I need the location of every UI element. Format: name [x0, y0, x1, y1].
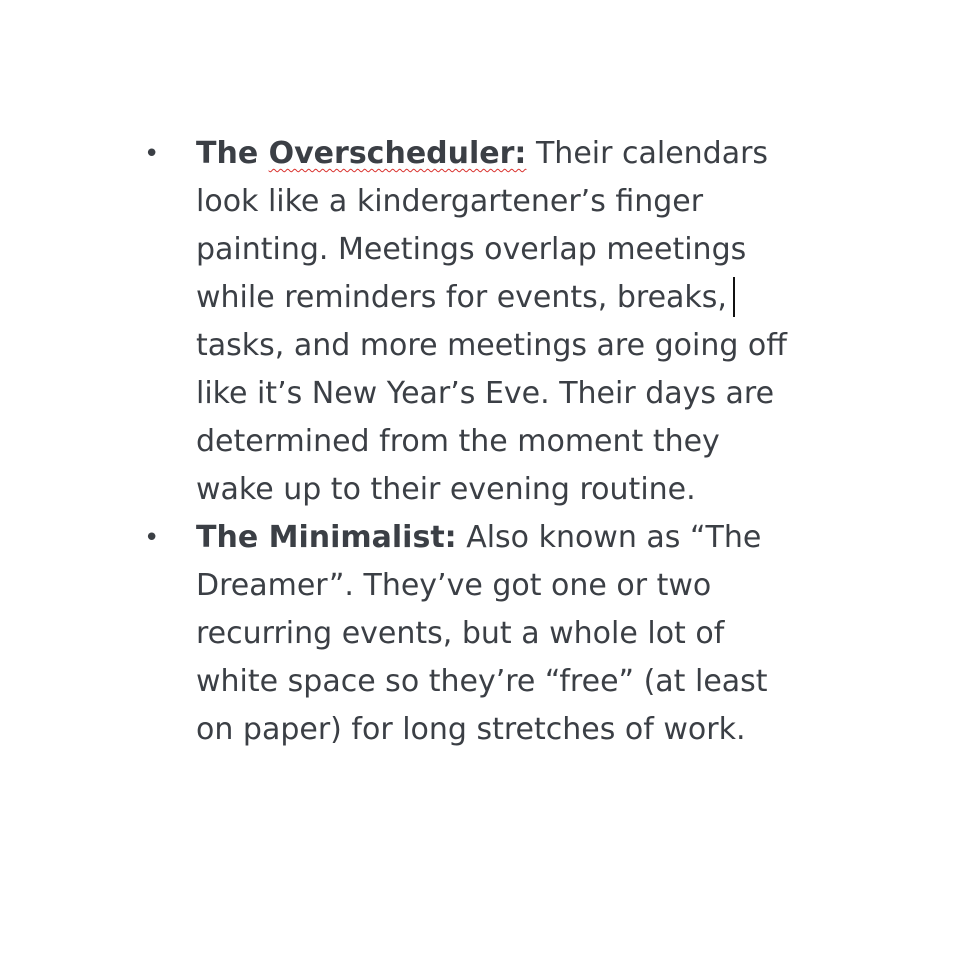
- spellcheck-flagged-word[interactable]: Overscheduler:: [268, 136, 527, 171]
- item-text-part2: tasks, and more meetings are going off like it’s New Year’s Eve. Their days are determined from the moment they wake up to their evening routine.: [196, 328, 787, 507]
- term-prefix: The: [196, 136, 269, 171]
- term-minimalist: The Minimalist:: [196, 520, 457, 555]
- list-item-overscheduler: [140, 130, 800, 514]
- item-text: Also known as “The Dreamer”. They’ve got one or two recurring events, but a whole lot of white space so they’re “free” (at least on paper) for long stretches of work.: [196, 520, 768, 747]
- bullet-icon: •: [144, 523, 160, 553]
- bullet-list: [140, 130, 800, 754]
- term-overscheduler: [196, 136, 526, 171]
- bullet-icon: •: [144, 139, 160, 169]
- item-text-part1: Their calendars look like a kindergartener’s finger painting. Meetings overlap meetings while reminders for events, breaks,: [196, 136, 769, 315]
- list-item-minimalist: [140, 514, 800, 754]
- text-cursor: [733, 277, 735, 317]
